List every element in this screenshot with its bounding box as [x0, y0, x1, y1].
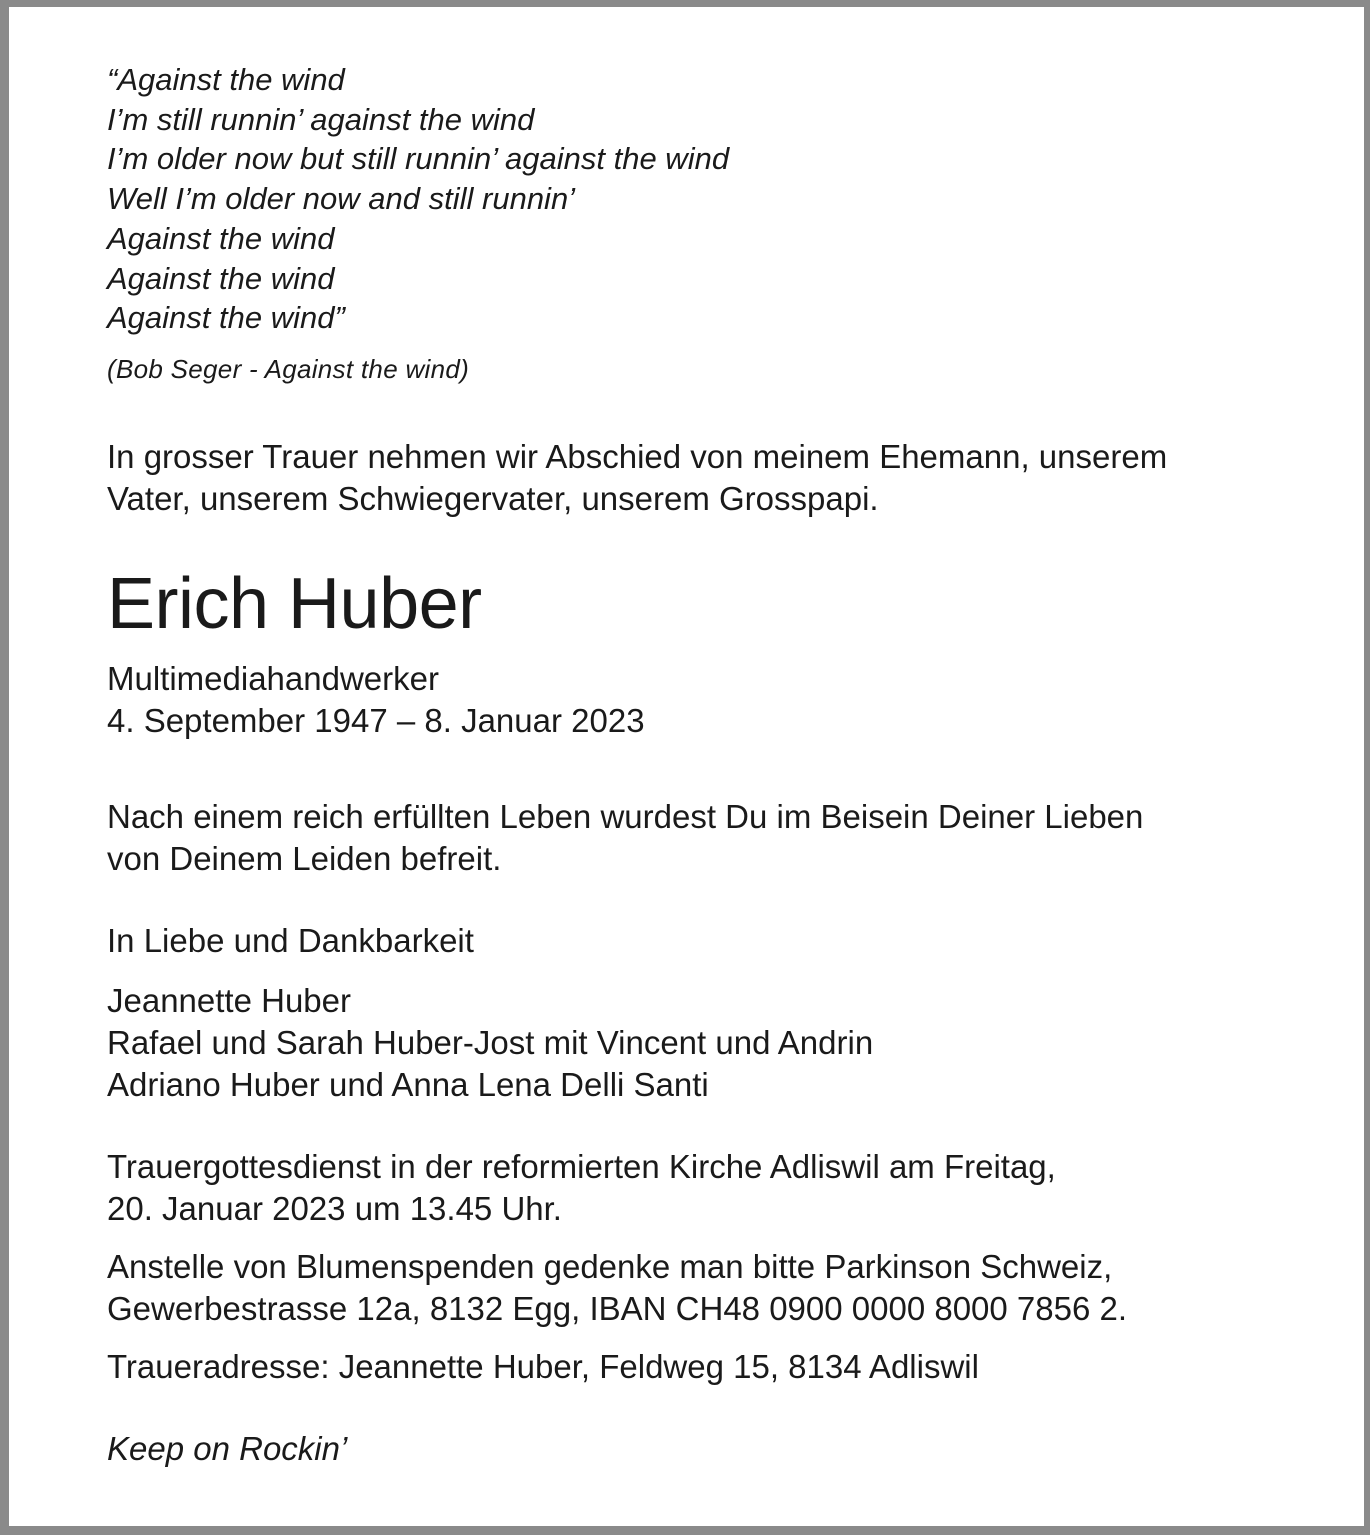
- quote-line: Against the wind: [107, 220, 335, 256]
- donation-line: Anstelle von Blumenspenden gedenke man bitte Parkinson Schweiz,: [107, 1247, 1113, 1285]
- farewell-text: [107, 796, 1307, 880]
- deceased-name: Erich Huber: [107, 563, 482, 644]
- farewell-line: Nach einem reich erfüllten Leben wurdest Du im Beisein Deiner Lieben: [107, 797, 1144, 835]
- intro-text: [107, 436, 1307, 520]
- quote-line: I’m still runnin’ against the wind: [107, 101, 535, 137]
- service-info: [107, 1146, 1307, 1230]
- donation-info: [107, 1246, 1307, 1330]
- quote-source: (Bob Seger - Against the wind): [107, 353, 470, 384]
- donation-line: Gewerbestrasse 12a, 8132 Egg, IBAN CH48 0900 0000 8000 7856 2.: [107, 1289, 1128, 1327]
- family-list: [107, 980, 1307, 1106]
- intro-line: In grosser Trauer nehmen wir Abschied von meinem Ehemann, unserem: [107, 437, 1168, 475]
- quote-line: “Against the wind: [107, 62, 345, 97]
- service-line: Trauergottesdienst in der reformierten Kirche Adliswil am Freitag,: [107, 1147, 1056, 1185]
- service-line: 20. Januar 2023 um 13.45 Uhr.: [107, 1189, 562, 1227]
- life-dates: 4. September 1947 – 8. Januar 2023: [107, 701, 645, 739]
- farewell-line: von Deinem Leiden befreit.: [107, 839, 502, 877]
- family-member: Jeannette Huber: [107, 981, 352, 1019]
- song-quote: [107, 60, 1307, 338]
- family-member: Rafael und Sarah Huber-Jost mit Vincent und Andrin: [107, 1023, 874, 1061]
- quote-line: Against the wind”: [107, 300, 345, 336]
- mourning-address: Traueradresse: Jeannette Huber, Feldweg 15, 8134 Adliswil: [107, 1347, 979, 1385]
- family-member: Adriano Huber und Anna Lena Delli Santi: [107, 1065, 709, 1103]
- intro-line: Vater, unserem Schwiegervater, unserem Grosspapi.: [107, 479, 879, 517]
- obituary-notice: [107, 60, 1307, 1470]
- quote-line: Against the wind: [107, 260, 335, 296]
- closing-line: Keep on Rockin’: [107, 1429, 348, 1467]
- quote-line: Well I’m older now and still runnin’: [107, 181, 576, 217]
- gratitude-text: In Liebe und Dankbarkeit: [107, 921, 474, 959]
- deceased-profession: Multimediahandwerker: [107, 659, 439, 697]
- quote-line: I’m older now but still runnin’ against the wind: [107, 141, 730, 177]
